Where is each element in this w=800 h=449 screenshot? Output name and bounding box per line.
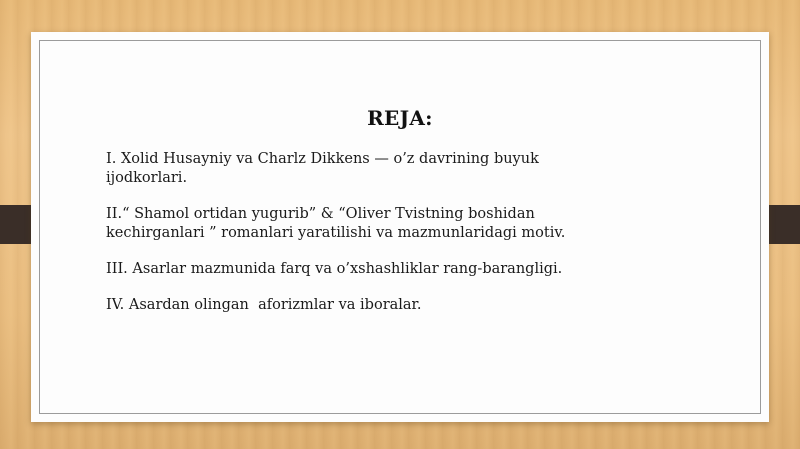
slide-card — [31, 32, 769, 422]
outline-item-3: III. Asarlar mazmunida farq va o’xshashliklar rang-barangligi. — [106, 261, 563, 277]
outline-item-1: I. Xolid Husayniy va Charlz Dikkens — o’z davrining buyuk ijodkorlari. — [106, 151, 544, 186]
outline-item-2: II.“ Shamol ortidan yugurib” & “Oliver Tvistning boshidan kechirganlari ” romanlari yaratilishi va mazmunlaridagi motiv. — [106, 206, 566, 241]
outline-list — [106, 150, 586, 332]
slide-title: REJA: — [367, 106, 433, 130]
outline-item-4: IV. Asardan olingan aforizmlar va iboralar. — [106, 297, 422, 313]
